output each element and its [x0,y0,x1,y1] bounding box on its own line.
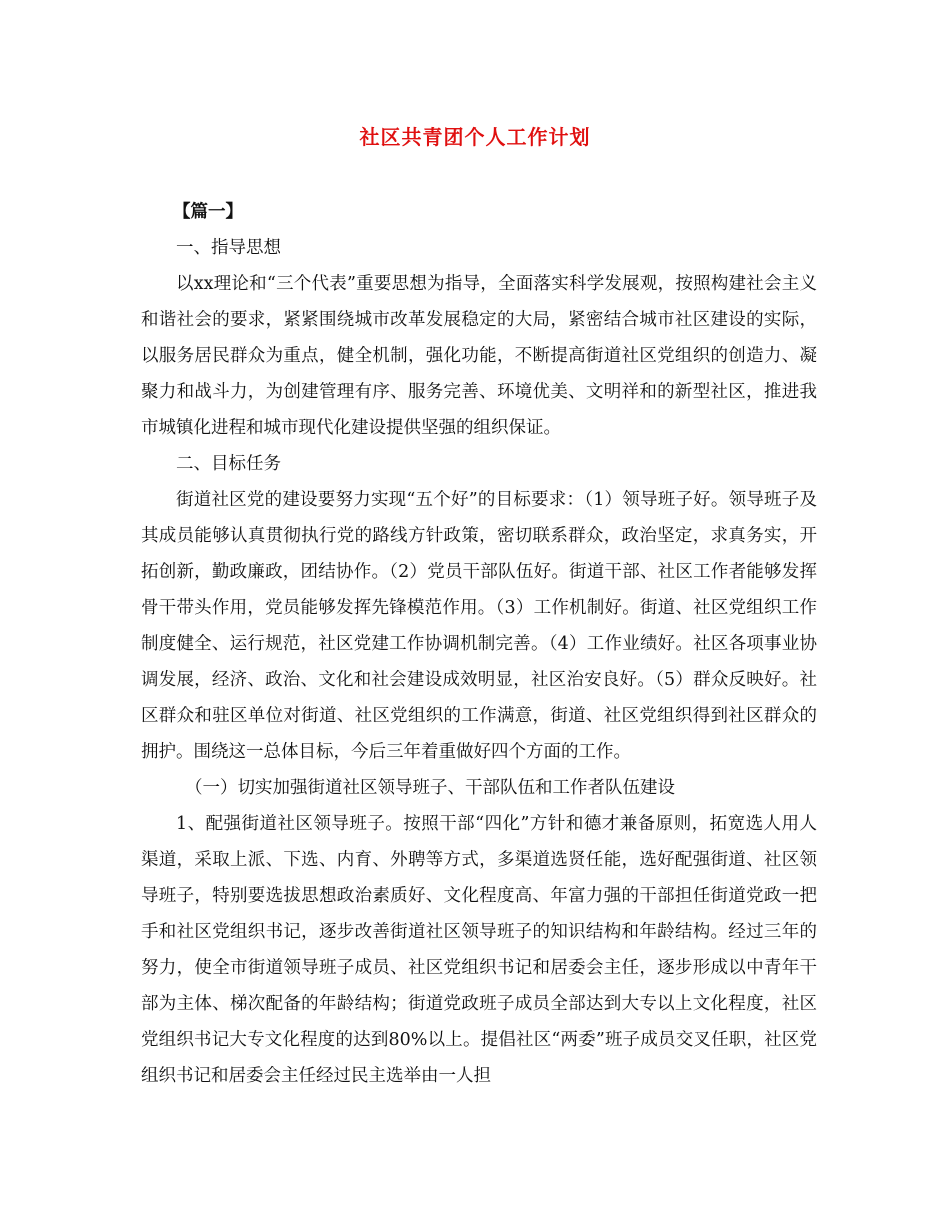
part-label: 【篇一】 [173,202,243,222]
document-title: 社区共青团个人工作计划 [359,125,591,149]
section-heading-goals: 二、目标任务 [176,454,281,474]
paragraph-goals: 街道社区党的建设要努力实现“五个好”的目标要求：（1）领导班子好。领导班子及其成员能够认真贯彻执行党的路线方针政策，密切联系群众，政治坚定，求真务实，开拓创新，勤政廉政，团结协作。（2）党员干部队伍好。街道干部、社区工作者能够发挥骨干带头作用，党员能够发挥先锋模范作用。（3）工作机制好。街道、社区党组织工作制度健全、运行规范，社区党建工作协调机制完善。（4）工作业绩好。社区各项事业协调发展，经济、政治、文化和社会建设成效明显，社区治安良好。（5）群众反映好。社区群众和驻区单位对街道、社区党组织的工作满意，街道、社区党组织得到社区群众的拥护。围绕这一总体目标，今后三年着重做好四个方面的工作。 [141,490,817,762]
subsection-heading-leadership: （一）切实加强街道社区领导班子、干部队伍和工作者队伍建设 [185,778,675,798]
paragraph-guiding-ideology: 以xx理论和“三个代表”重要思想为指导，全面落实科学发展观，按照构建社会主义和谐社会的要求，紧紧围绕城市改革发展稳定的大局，紧密结合城市社区建设的实际，以服务居民群众为重点，健全机制，强化功能，不断提高街道社区党组织的创造力、凝聚力和战斗力，为创建管理有序、服务完善、环境优美、文明祥和的新型社区，推进我市城镇化进程和城市现代化建设提供坚强的组织保证。 [141,274,817,438]
section-heading-guiding-ideology: 一、指导思想 [176,238,281,258]
document-body [141,194,817,1094]
paragraph-item-1: 1、配强街道社区领导班子。按照干部“四化”方针和德才兼备原则，拓宽选人用人渠道，采取上派、下选、内育、外聘等方式，多渠道选贤任能，选好配强街道、社区领导班子，特别要选拔思想政治素质好、文化程度高、年富力强的干部担任街道党政一把手和社区党组织书记，逐步改善街道社区领导班子的知识结构和年龄结构。经过三年的努力，使全市街道领导班子成员、社区党组织书记和居委会主任，逐步形成以中青年干部为主体、梯次配备的年龄结构；街道党政班子成员全部达到大专以上文化程度，社区党组织书记大专文化程度的达到80%以上。提倡社区“两委”班子成员交叉任职，社区党组织书记和居委会主任经过民主选举由一人担 [141,814,817,1086]
